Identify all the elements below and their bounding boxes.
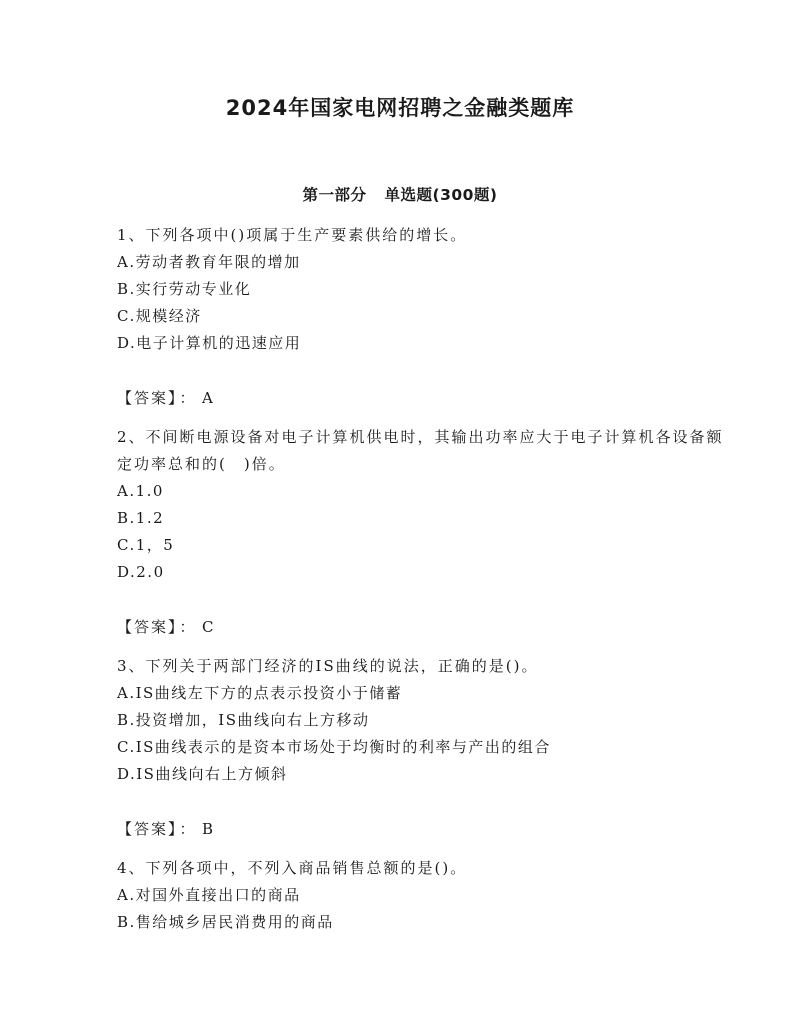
option-b: B.实行劳动专业化 [117,280,252,298]
option-b: B.投资增加，IS曲线向右上方移动 [117,711,370,729]
answer-value: B [202,820,215,838]
answer-label: 【答案】 [117,618,178,636]
question-stem: 4、下列各项中，不列入商品销售总额的是()。 [117,859,468,877]
question-block [117,222,737,412]
option-c: C.1，5 [117,536,175,554]
question-stem: 3、下列关于两部门经济的IS曲线的说法，正确的是()。 [117,657,539,675]
answer-value: A [202,389,215,407]
answer-line [117,614,737,641]
question-block [117,424,737,641]
option-c: C.IS曲线表示的是资本市场处于均衡时的利率与产出的组合 [117,738,551,756]
question-stem: 2、不间断电源设备对电子计算机供电时，其输出功率应大于电子计算机各设备额定功率总和的( )倍。 [117,428,724,473]
option-d: D.2.0 [117,563,165,581]
option-d: D.IS曲线向右上方倾斜 [117,765,288,783]
question-stem: 1、下列各项中()项属于生产要素供给的增长。 [117,226,468,244]
section-heading [0,183,800,205]
option-c: C.规模经济 [117,307,202,325]
option-d: D.电子计算机的迅速应用 [117,334,302,352]
document-title: 2024年国家电网招聘之金融类题库 [225,96,575,120]
question-block [117,653,737,843]
answer-label: 【答案】 [117,820,178,838]
answer-label: 【答案】 [117,389,178,407]
question-list [117,222,737,936]
option-b: B.售给城乡居民消费用的商品 [117,913,334,931]
answer-separator: ： [179,389,197,407]
option-a: A.1.0 [117,482,164,500]
answer-separator: ： [179,820,197,838]
option-b: B.1.2 [117,509,165,527]
question-block [117,855,737,936]
section-name: 单选题(300题) [384,186,498,204]
option-a: A.对国外直接出口的商品 [117,886,301,904]
answer-value: C [202,618,216,636]
section-part: 第一部分 [302,186,367,204]
answer-separator: ： [179,618,197,636]
option-a: A.劳动者教育年限的增加 [117,253,301,271]
option-a: A.IS曲线左下方的点表示投资小于储蓄 [117,684,403,702]
answer-line [117,816,737,843]
answer-line [117,385,737,412]
